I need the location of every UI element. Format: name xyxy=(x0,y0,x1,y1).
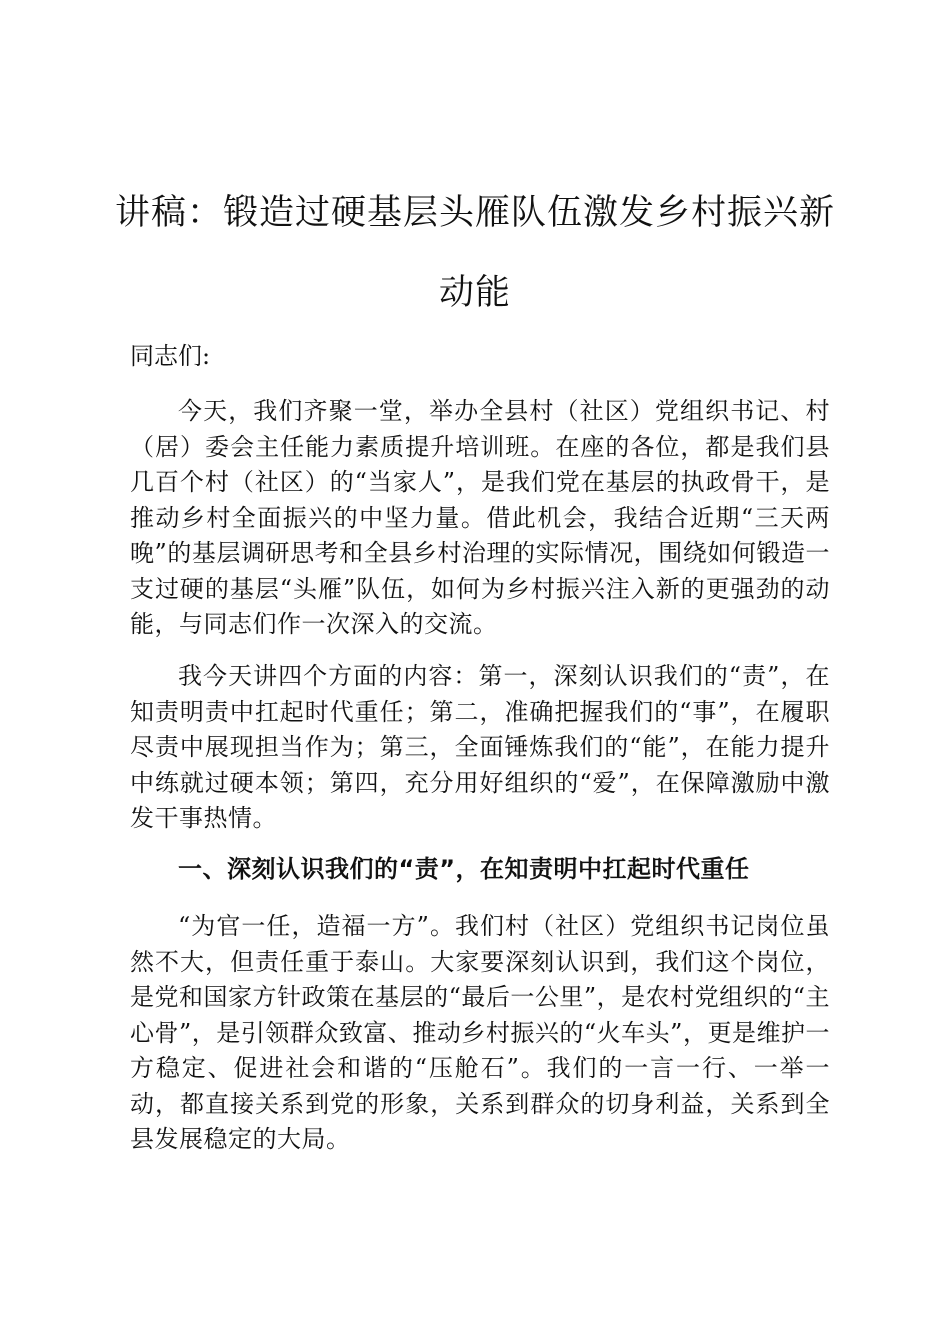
document-title xyxy=(110,173,840,333)
section-heading-1: 一、深刻认识我们的“责”，在知责明中扛起时代重任 xyxy=(178,855,750,883)
outline-paragraph: 我今天讲四个方面的内容：第一，深刻认识我们的“责”，在知责明责中扛起时代重任；第二，准确把握我们的“事”，在履职尽责中展现担当作为；第三，全面锤炼我们的“能”，在能力提升中练就过硬本领；第四，充分用好组织的“爱”，在保障激励中激发干事热情。 xyxy=(130,662,830,832)
intro-paragraph: 今天，我们齐聚一堂，举办全县村（社区）党组织书记、村（居）委会主任能力素质提升培训班。在座的各位，都是我们县几百个村（社区）的“当家人”，是我们党在基层的执政骨干，是推动乡村全面振兴的中坚力量。借此机会，我结合近期“三天两晚”的基层调研思考和全县乡村治理的实际情况，围绕如何锻造一支过硬的基层“头雁”队伍，如何为乡村振兴注入新的更强劲的动能，与同志们作一次深入的交流。 xyxy=(130,397,830,638)
salutation: 同志们: xyxy=(130,342,211,370)
title-line-2: 动能 xyxy=(438,273,511,313)
title-line-1: 讲稿：锻造过硬基层头雁队伍激发乡村振兴新 xyxy=(114,193,835,233)
section1-paragraph: “为官一任，造福一方”。我们村（社区）党组织书记岗位虽然不大，但责任重于泰山。大家要深刻认识到，我们这个岗位，是党和国家方针政策在基层的“最后一公里”，是农村党组织的“主心骨”，是引领群众致富、推动乡村振兴的“火车头”，更是维护一方稳定、促进社会和谐的“压舱石”。我们的一言一行、一举一动，都直接关系到党的形象，关系到群众的切身利益，关系到全县发展稳定的大局。 xyxy=(130,912,830,1153)
